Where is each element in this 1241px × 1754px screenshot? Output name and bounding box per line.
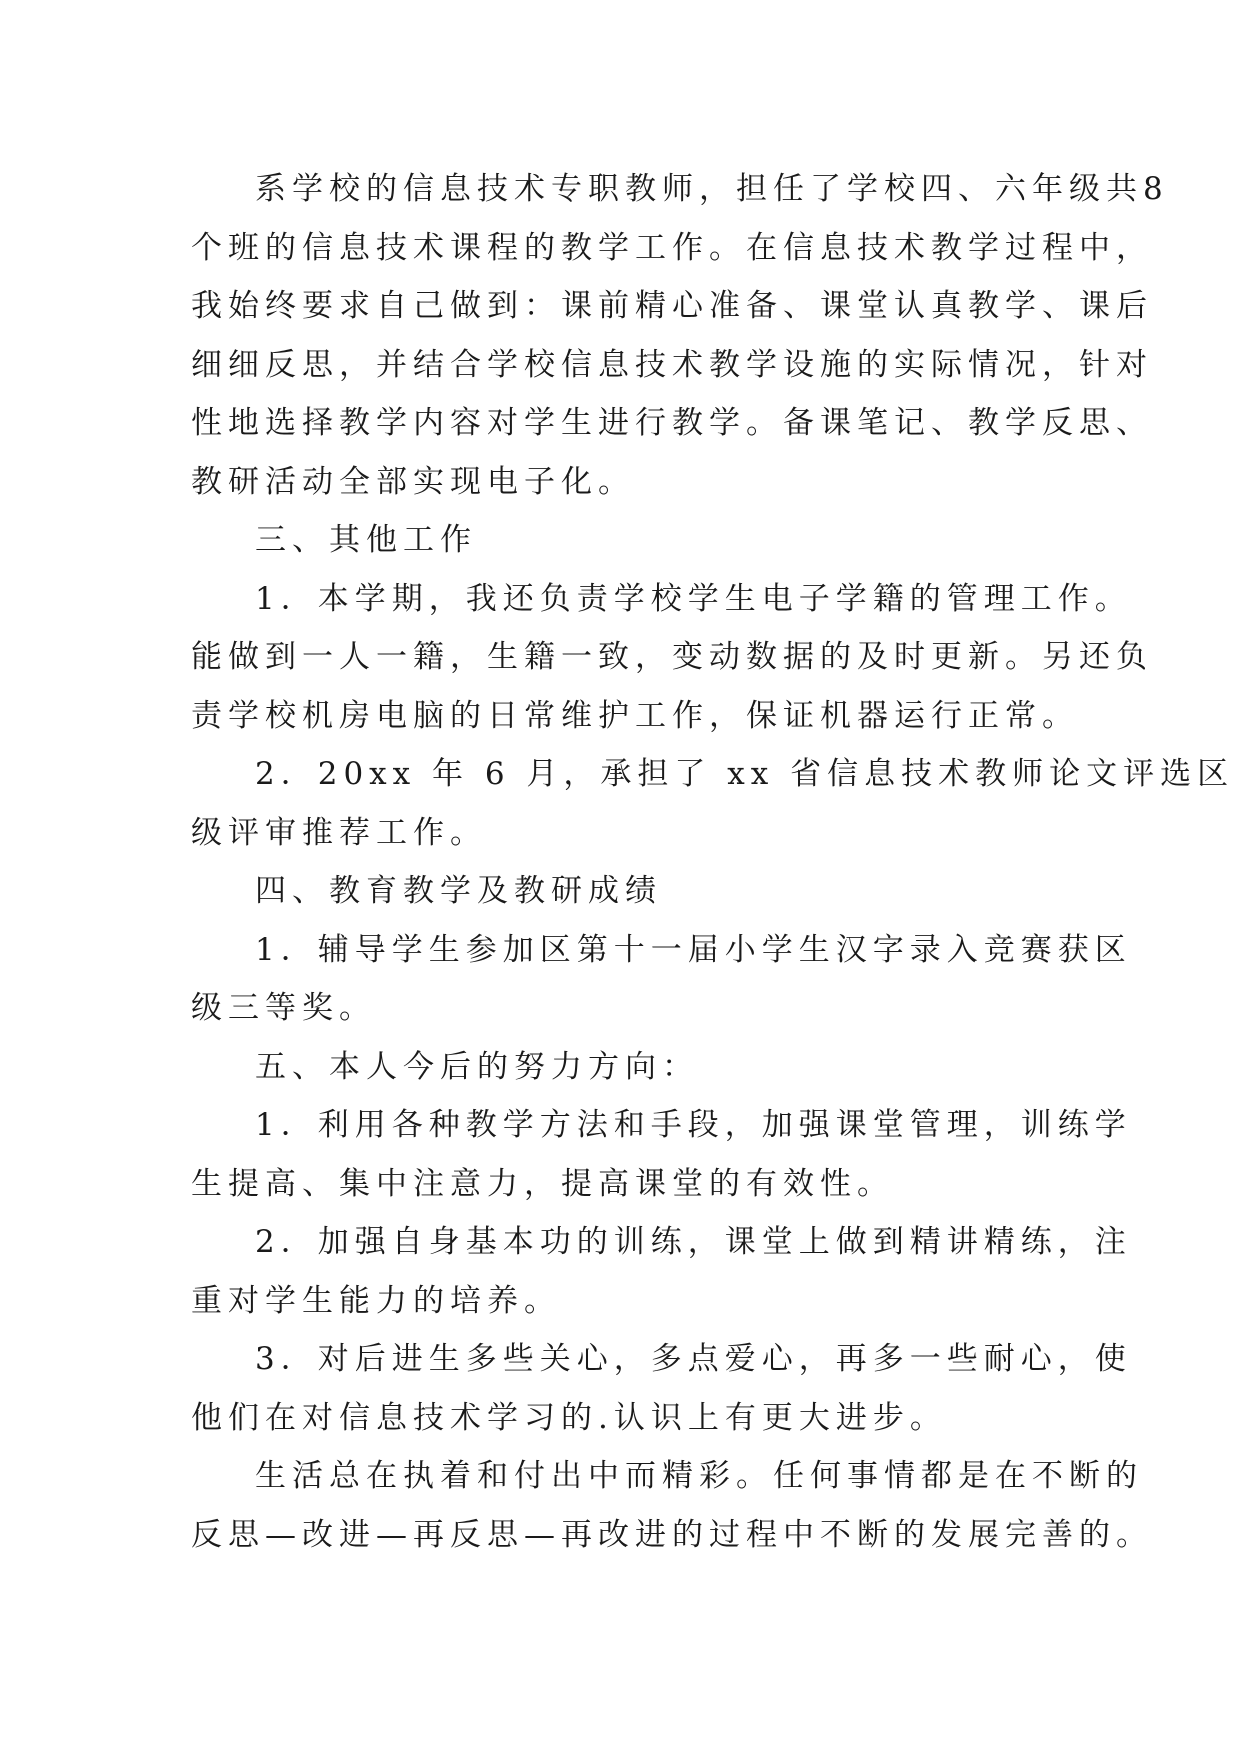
paragraph-line: 个班的信息技术课程的教学工作。在信息技术教学过程中， [191,229,1153,266]
paragraph-line: 3．对后进生多些关心，多点爱心，再多一些耐心，使 [255,1341,1132,1377]
paragraph-line: 教研活动全部实现电子化。 [191,463,635,500]
paragraph-line: 细细反思，并结合学校信息技术教学设施的实际情况，针对 [191,346,1153,383]
paragraph-line: 1．利用各种教学方法和手段，加强课堂管理，训练学 [255,1107,1132,1143]
paragraph-line: 1．本学期，我还负责学校学生电子学籍的管理工作。 [255,580,1132,617]
paragraph-line: 级评审推荐工作。 [191,814,487,851]
paragraph-line: 他们在对信息技术学习的.认识上有更大进步。 [191,1399,947,1436]
paragraph-line: 生提高、集中注意力，提高课堂的有效性。 [191,1165,894,1202]
paragraph-line: 反思—改进—再反思—再改进的过程中不断的发展完善的。 [191,1516,1153,1553]
section-heading: 五、本人今后的努力方向： [255,1048,699,1085]
document-body [191,160,1235,1564]
paragraph-line: 级三等奖。 [191,990,376,1026]
paragraph-line: 我始终要求自己做到：课前精心准备、课堂认真教学、课后 [191,288,1153,324]
paragraph-line: 生活总在执着和付出中而精彩。任何事情都是在不断的 [255,1458,1143,1494]
paragraph-line: 2．20xx 年 6 月，承担了 xx 省信息技术教师论文评选区 [255,756,1235,792]
paragraph-line: 重对学生能力的培养。 [191,1282,561,1319]
paragraph-line: 能做到一人一籍，生籍一致，变动数据的及时更新。另还负 [191,639,1153,675]
paragraph-line: 系学校的信息技术专职教师，担任了学校四、六年级共8 [255,171,1169,207]
paragraph-line: 2．加强自身基本功的训练，课堂上做到精讲精练，注 [255,1224,1132,1260]
section-heading: 四、教育教学及教研成绩 [255,873,662,909]
section-heading: 三、其他工作 [255,522,477,558]
paragraph-line: 1．辅导学生参加区第十一届小学生汉字录入竞赛获区 [255,931,1132,968]
paragraph-line: 性地选择教学内容对学生进行教学。备课笔记、教学反思、 [191,405,1153,441]
paragraph-line: 责学校机房电脑的日常维护工作，保证机器运行正常。 [191,697,1079,734]
